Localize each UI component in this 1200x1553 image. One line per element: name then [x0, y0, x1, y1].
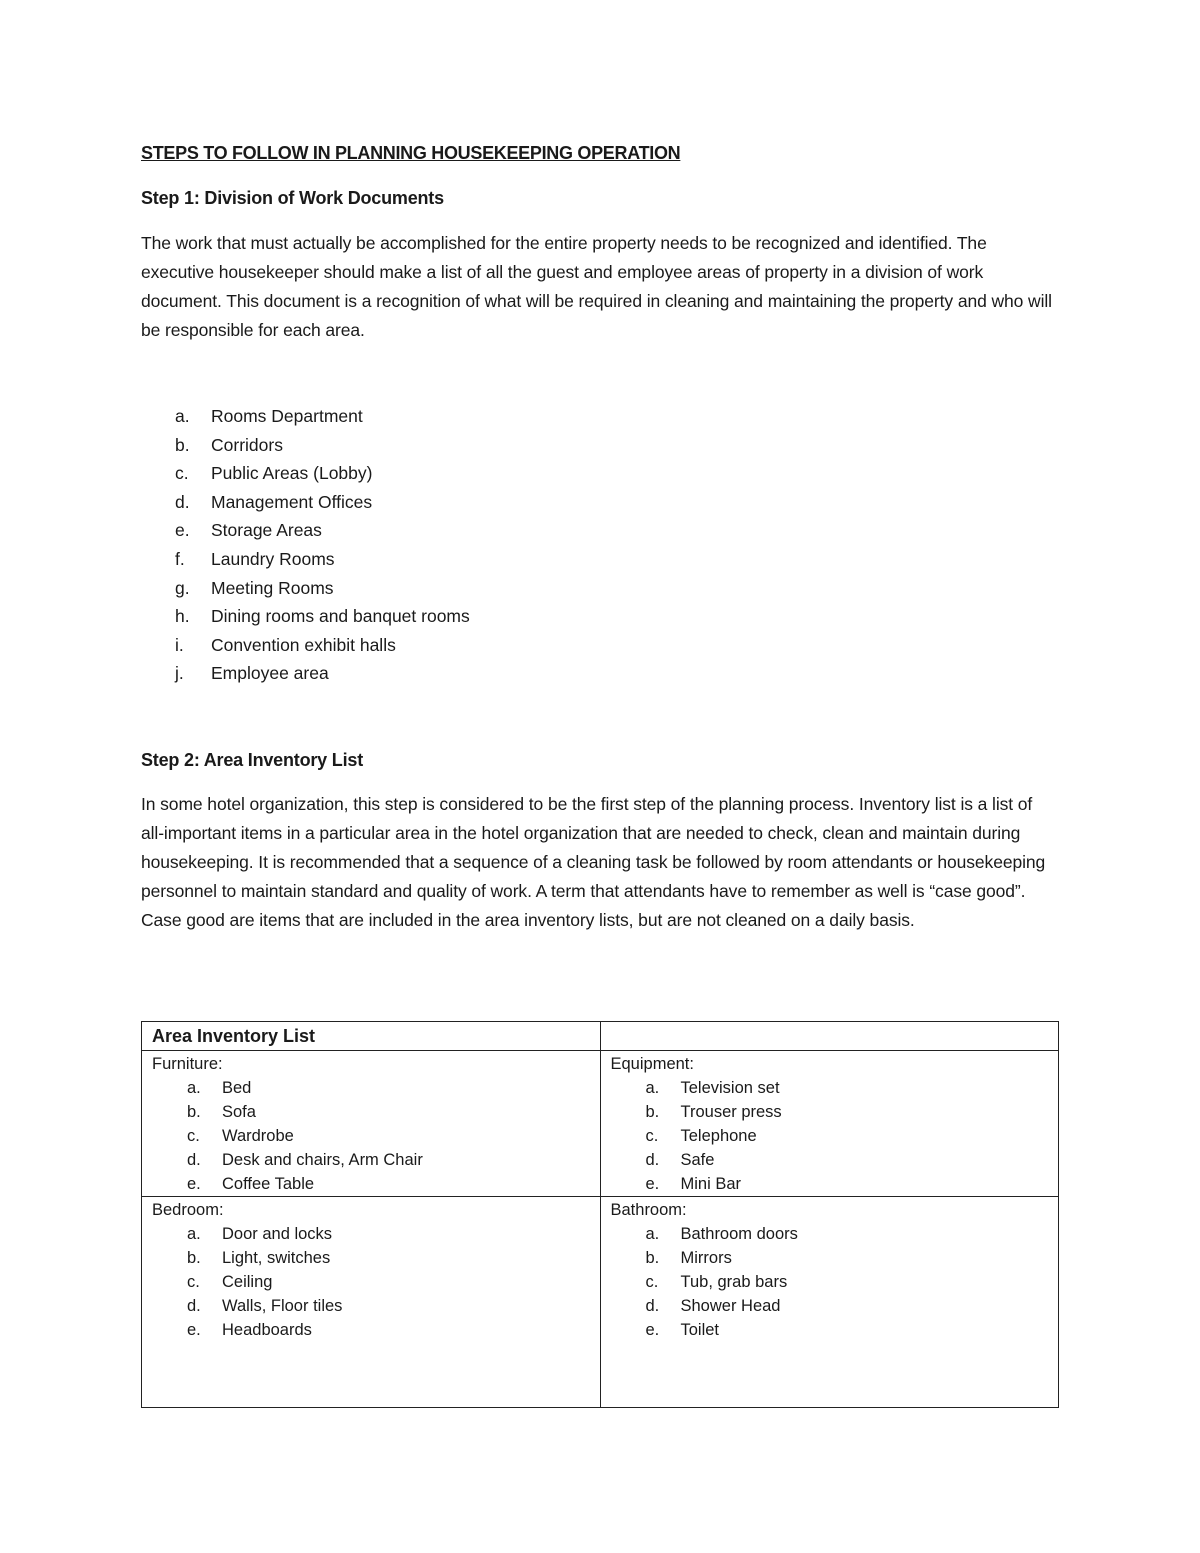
equipment-cell — [600, 1051, 1059, 1197]
bathroom-list — [611, 1222, 1059, 1342]
table-header-cell-empty — [600, 1022, 1059, 1051]
list-item: b. Trouser press — [645, 1103, 782, 1121]
step2-heading: Step 2: Area Inventory List — [141, 750, 363, 770]
equipment-label: Equipment: — [610, 1055, 694, 1073]
list-item: c. Telephone — [645, 1127, 757, 1145]
list-item: e. Coffee Table — [187, 1175, 315, 1193]
furniture-label: Furniture: — [152, 1055, 223, 1073]
list-item: a. Door and locks — [187, 1225, 333, 1243]
step1-paragraph: The work that must actually be accomplished for the entire property needs to be recognized and identified. The executive housekeeper should make a list of all the guest and employee areas of property in a division of work document. This document is a recognition of what will be required in cleaning and maintaining the property and who will be responsible for each area. — [141, 233, 1052, 340]
list-item: b. Sofa — [187, 1103, 256, 1121]
list-item: d. Walls, Floor tiles — [187, 1297, 343, 1315]
list-item: c. Tub, grab bars — [645, 1273, 788, 1291]
list-item: b. Mirrors — [645, 1249, 732, 1267]
list-item: d. Desk and chairs, Arm Chair — [187, 1151, 423, 1169]
list-item: b. Light, switches — [187, 1249, 331, 1267]
equipment-list — [611, 1076, 1059, 1196]
list-item: a. Bed — [187, 1079, 252, 1097]
bedroom-cell — [142, 1197, 601, 1408]
list-item: a. Television set — [645, 1079, 780, 1097]
list-item: c. Wardrobe — [187, 1127, 294, 1145]
bathroom-cell — [600, 1197, 1059, 1408]
list-item: c. Ceiling — [187, 1273, 273, 1291]
table-header-cell: Area Inventory List — [142, 1022, 601, 1051]
list-item: e. Mini Bar — [645, 1175, 742, 1193]
furniture-list — [152, 1076, 600, 1196]
furniture-cell — [142, 1051, 601, 1197]
bathroom-label: Bathroom: — [610, 1201, 687, 1219]
list-item: e. Toilet — [645, 1321, 720, 1339]
step1-heading: Step 1: Division of Work Documents — [141, 188, 444, 208]
step2-paragraph: In some hotel organization, this step is considered to be the first step of the planning process. Inventory list is a list of all-important items in a particular area in the hotel organization that are needed to check, clean and maintain during housekeeping. It is recommended that a sequence of a cleaning task be followed by room attendants or housekeeping personnel to maintain standard and quality of work. A term that attendants have to remember as well is “case good”. Case good are items that are included in the area inventory lists, but are not cleaned on a daily basis. — [141, 794, 1046, 930]
area-inventory-table — [141, 1021, 1059, 1408]
bedroom-label: Bedroom: — [152, 1201, 224, 1219]
list-item: d. Shower Head — [645, 1297, 781, 1315]
bedroom-list — [152, 1222, 600, 1342]
document-title: STEPS TO FOLLOW IN PLANNING HOUSEKEEPING OPERATION — [141, 143, 681, 163]
list-item: d. Safe — [645, 1151, 715, 1169]
list-item: e. Headboards — [187, 1321, 312, 1339]
list-item: a. Bathroom doors — [645, 1225, 798, 1243]
